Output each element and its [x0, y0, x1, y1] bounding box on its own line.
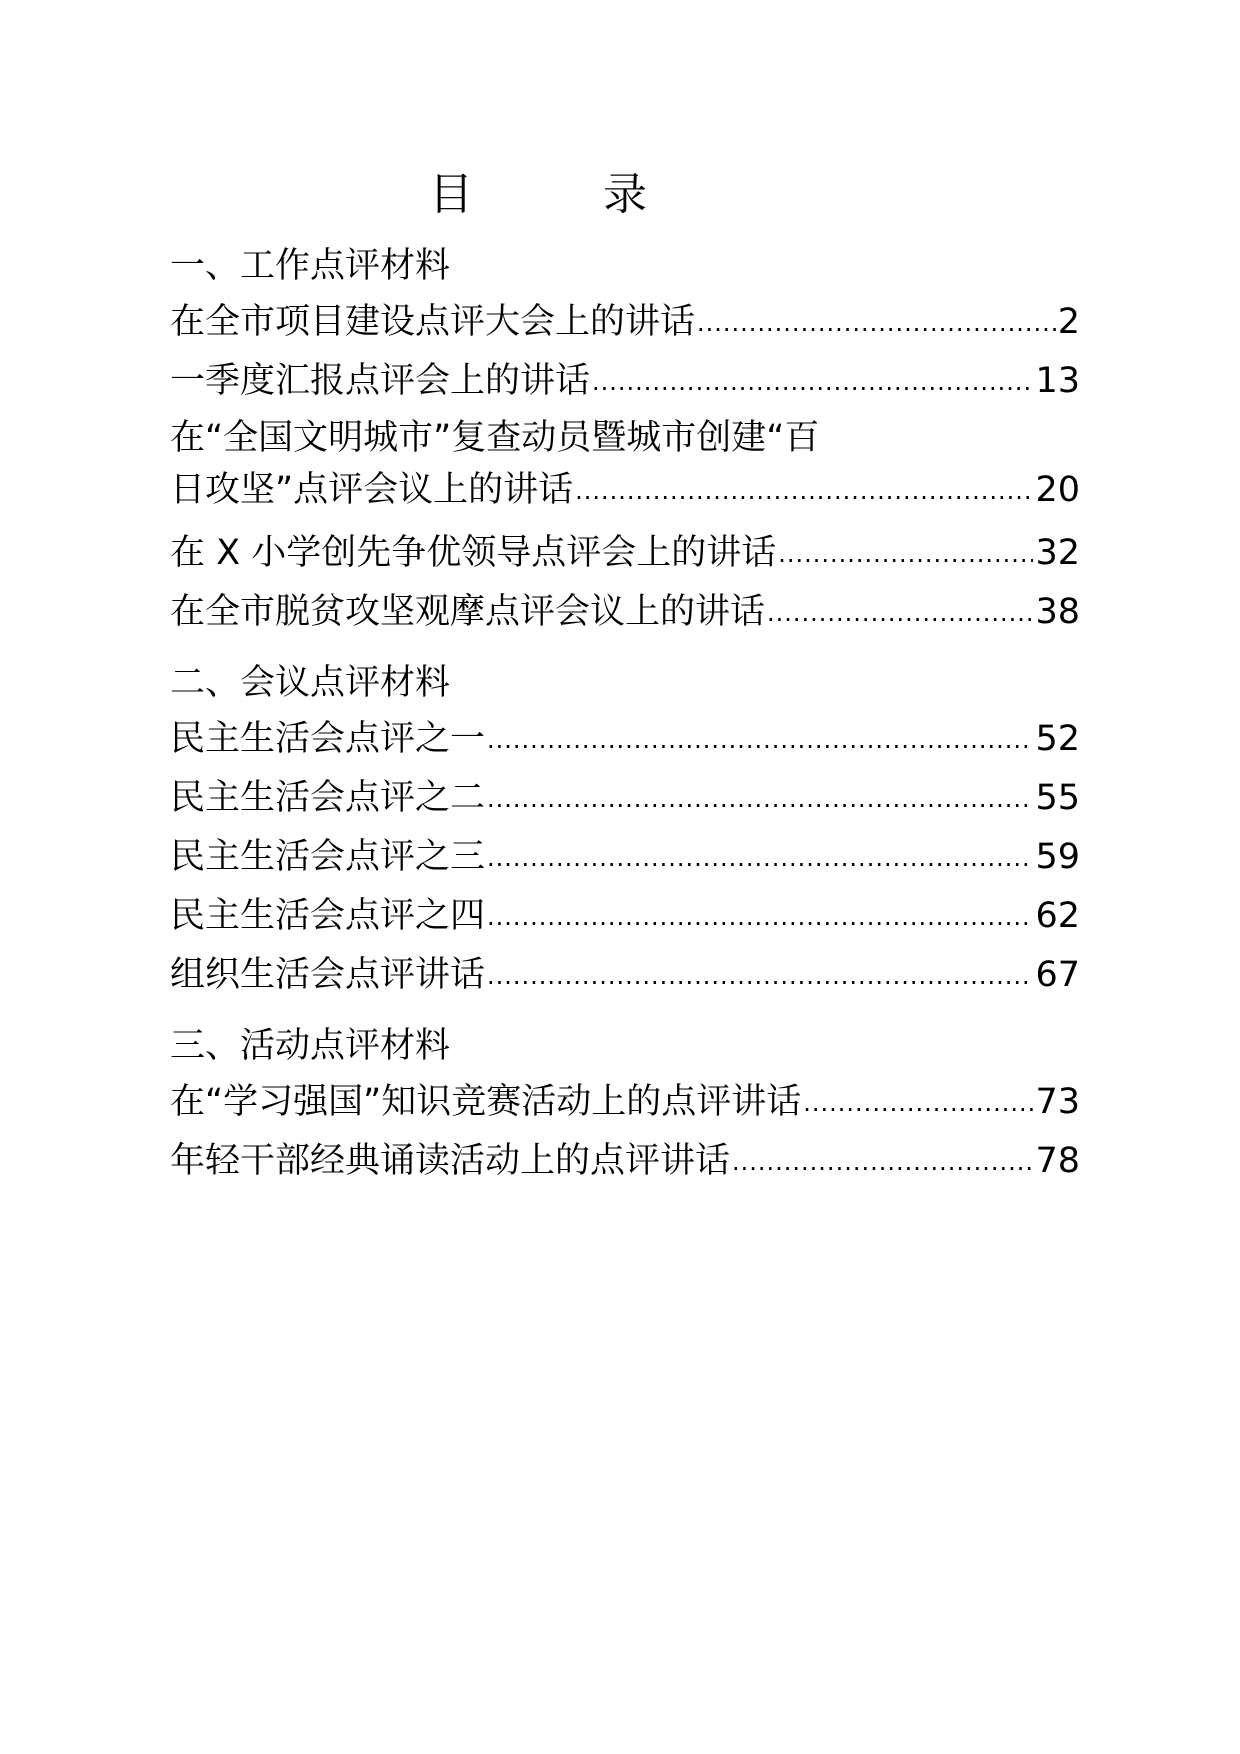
toc-entry-title: 民主生活会点评之三: [170, 837, 486, 877]
toc-entry-title: 民主生活会点评之四: [170, 896, 486, 936]
toc-entry-title: 在全市项目建设点评大会上的讲话: [170, 302, 696, 342]
toc-entry[interactable]: [170, 888, 1080, 947]
toc-entry[interactable]: [170, 711, 1080, 770]
toc-entry[interactable]: [170, 829, 1080, 888]
toc-entry[interactable]: [170, 947, 1080, 1006]
toc-entry-page: 62: [1035, 896, 1080, 936]
dot-leader: [697, 295, 1056, 351]
section-heading-3: 三、活动点评材料: [170, 1026, 451, 1066]
toc-entry-page: 52: [1035, 719, 1080, 759]
page-title: 目 录: [429, 169, 681, 220]
toc-entry[interactable]: [170, 525, 1080, 584]
toc-entry-title: 在 X 小学创先争优领导点评会上的讲话: [170, 533, 777, 573]
dot-leader: [803, 1075, 1033, 1131]
dot-leader: [767, 585, 1033, 641]
dot-leader: [592, 354, 1033, 410]
toc-entry-title: 在“学习强国”知识竞赛活动上的点评讲话: [170, 1082, 802, 1122]
toc-entry-title: 民主生活会点评之二: [170, 778, 486, 818]
dot-leader: [487, 771, 1033, 827]
toc-entry[interactable]: [170, 584, 1080, 643]
toc-entry-page: 32: [1035, 533, 1080, 573]
toc-entry-title: 组织生活会点评讲话: [170, 955, 486, 995]
toc-entry-page: 67: [1035, 955, 1080, 995]
section-heading-1: 一、工作点评材料: [170, 246, 451, 286]
table-of-contents: [170, 238, 1080, 1192]
toc-entry[interactable]: [170, 1133, 1080, 1192]
dot-leader: [575, 465, 1033, 517]
toc-entry-title: 年轻干部经典诵读活动上的点评讲话: [170, 1141, 731, 1181]
toc-entry[interactable]: [170, 770, 1080, 829]
toc-entry-page: 38: [1035, 592, 1080, 632]
toc-entry[interactable]: [170, 1074, 1080, 1133]
toc-entry-title: 在全市脱贫攻坚观摩点评会议上的讲话: [170, 592, 766, 632]
toc-entry-title: 民主生活会点评之一: [170, 719, 486, 759]
dot-leader: [778, 526, 1033, 582]
toc-entry-page: 55: [1035, 778, 1080, 818]
toc-entry-page: 13: [1035, 361, 1080, 401]
toc-entry-title-line1: 在“全国文明城市”复查动员暨城市创建“百: [170, 418, 820, 458]
dot-leader: [487, 712, 1033, 768]
toc-entry-page: 20: [1035, 470, 1080, 510]
dot-leader: [487, 889, 1033, 945]
toc-entry-title-line2: 日攻坚”点评会议上的讲话: [170, 470, 574, 510]
toc-entry-page: 2: [1057, 302, 1080, 342]
section-heading-2: 二、会议点评材料: [170, 663, 451, 703]
dot-leader: [487, 948, 1033, 1004]
toc-entry-page: 78: [1035, 1141, 1080, 1181]
toc-entry-title-line2-row: [170, 464, 1080, 519]
dot-leader: [487, 830, 1033, 886]
toc-entry[interactable]: [170, 353, 1080, 412]
toc-entry-page: 73: [1035, 1082, 1080, 1122]
toc-entry-multiline[interactable]: [170, 412, 1080, 519]
dot-leader: [732, 1134, 1033, 1190]
toc-entry-page: 59: [1035, 837, 1080, 877]
toc-entry-title: 一季度汇报点评会上的讲话: [170, 361, 591, 401]
toc-entry[interactable]: [170, 294, 1080, 353]
